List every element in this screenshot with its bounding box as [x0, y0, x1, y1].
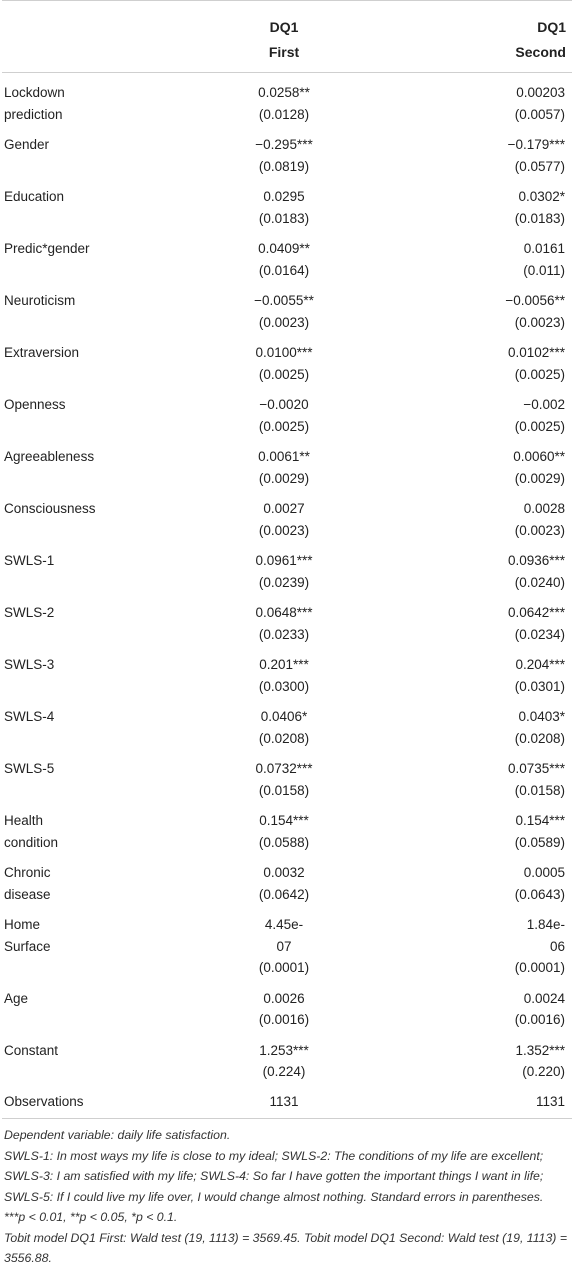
cell-dq1-second: [380, 546, 572, 598]
table-row: [2, 598, 572, 650]
row-label: [2, 650, 188, 702]
cell-dq1-first-line: (0.0300): [258, 678, 310, 694]
table-row: [2, 234, 572, 286]
cell-dq1-second-line: 0.0642***: [507, 605, 565, 620]
cell-dq1-first-line: (0.0023): [258, 522, 310, 538]
cell-dq1-second: [380, 650, 572, 702]
row-label: [2, 234, 188, 286]
table-row: [2, 910, 572, 984]
cell-dq1-second-line: 0.0161: [523, 241, 565, 256]
cell-dq1-first: [188, 598, 380, 650]
row-label-line: Extraversion: [4, 345, 80, 360]
cell-dq1-second: [380, 234, 572, 286]
cell-dq1-first-line: 0.0648***: [255, 605, 313, 620]
cell-dq1-first-line: 0.0061**: [258, 449, 310, 464]
row-label-line: Neuroticism: [4, 293, 76, 308]
cell-dq1-second: [380, 494, 572, 546]
row-label-line: SWLS-4: [4, 709, 55, 724]
row-label-line: Surface: [4, 938, 51, 954]
table-row: [2, 984, 572, 1036]
row-label: [2, 754, 188, 806]
row-label-line: Predic*gender: [4, 241, 90, 256]
cell-dq1-second-line: (0.0240): [514, 574, 565, 590]
cell-dq1-second: [380, 442, 572, 494]
cell-dq1-second-line: (0.0234): [514, 626, 565, 642]
cell-dq1-first-line: 4.45e-: [264, 917, 304, 932]
table-header: [2, 1, 572, 73]
cell-dq1-second-line: 0.0735***: [507, 761, 565, 776]
cell-dq1-first: [188, 286, 380, 338]
cell-dq1-second-line: 0.0936***: [507, 553, 565, 568]
cell-dq1-first: [188, 73, 380, 131]
cell-dq1-second: [380, 1036, 572, 1088]
row-label-line: Gender: [4, 137, 50, 152]
cell-dq1-second-line: (0.0025): [514, 366, 565, 382]
note-line: Dependent variable: daily life satisfaction.: [4, 1128, 231, 1142]
table-row: [2, 650, 572, 702]
cell-dq1-first-line: (0.0819): [258, 158, 310, 174]
table-notes: [4, 1125, 570, 1269]
row-label-line: SWLS-2: [4, 605, 55, 620]
cell-dq1-second-line: 06: [549, 938, 565, 954]
cell-dq1-second-line: (0.0208): [514, 730, 565, 746]
cell-dq1-first-line: 0.0961***: [255, 553, 313, 568]
cell-dq1-first-line: 0.0258**: [258, 85, 310, 100]
cell-dq1-second-line: (0.0301): [514, 678, 565, 694]
cell-dq1-second-line: 1.84e-: [526, 917, 565, 932]
row-label-line: Chronic: [4, 865, 51, 880]
row-label: [2, 1036, 188, 1088]
row-label-line: Consciousness: [4, 501, 96, 516]
cell-dq1-second-line: (0.0016): [514, 1012, 565, 1027]
table-row: [2, 442, 572, 494]
header-first-line2: First: [268, 44, 300, 60]
cell-dq1-first: [188, 338, 380, 390]
cell-dq1-second: [380, 858, 572, 910]
cell-dq1-second: [380, 182, 572, 234]
cell-dq1-first-line: (0.0016): [258, 1012, 310, 1027]
cell-dq1-first-line: 0.0732***: [255, 761, 313, 776]
cell-dq1-first-line: 0.0100***: [255, 345, 313, 360]
cell-dq1-first-line: 0.201***: [259, 657, 309, 672]
cell-dq1-second-line: (0.0183): [514, 210, 565, 226]
row-label: [2, 390, 188, 442]
cell-dq1-first-line: 0.154***: [259, 813, 309, 828]
cell-dq1-first: [188, 234, 380, 286]
cell-dq1-first: [188, 494, 380, 546]
table-row: [2, 73, 572, 131]
row-label-line: Education: [4, 189, 65, 204]
cell-dq1-first: [188, 650, 380, 702]
cell-dq1-first-line: 1.253***: [259, 1042, 309, 1058]
cell-dq1-first-line: (0.0183): [258, 210, 310, 226]
cell-dq1-second: [380, 73, 572, 131]
row-label-line: Age: [4, 990, 29, 1006]
table-row: [2, 390, 572, 442]
cell-dq1-second: [380, 910, 572, 984]
table-body: [2, 73, 572, 1119]
cell-dq1-first-line: −0.295***: [255, 137, 313, 152]
cell-dq1-first-line: −0.0055**: [254, 293, 314, 308]
row-label-line: Lockdown: [4, 85, 65, 100]
cell-dq1-first: [188, 182, 380, 234]
cell-dq1-first-line: −0.0020: [259, 397, 309, 412]
regression-table: [2, 0, 572, 1119]
cell-dq1-second-line: 0.0005: [523, 865, 565, 880]
row-label-line: prediction: [4, 106, 63, 122]
cell-dq1-second-line: 0.204***: [515, 657, 565, 672]
cell-dq1-first-line: (0.0158): [258, 782, 310, 798]
cell-dq1-first-line: (0.0025): [258, 418, 310, 434]
cell-dq1-second: [380, 286, 572, 338]
table-row: [2, 754, 572, 806]
row-label: [2, 598, 188, 650]
cell-dq1-second-line: 1.352***: [515, 1042, 565, 1058]
cell-dq1-second-line: −0.002: [523, 397, 565, 412]
table-row: [2, 130, 572, 182]
cell-dq1-first-line: (0.0233): [258, 626, 310, 642]
cell-dq1-first: [188, 702, 380, 754]
cell-dq1-second-line: (0.0643): [514, 886, 565, 902]
table-row: [2, 286, 572, 338]
table-row: [2, 338, 572, 390]
cell-dq1-second-line: 0.0403*: [518, 709, 565, 724]
cell-dq1-first-line: (0.0239): [258, 574, 310, 590]
row-label: [2, 702, 188, 754]
cell-dq1-first-line: (0.0588): [258, 834, 310, 850]
observations-label: Observations: [4, 1093, 84, 1109]
note-line: SWLS-1: In most ways my life is close to my ideal; SWLS-2: The conditions of my life are excellent; SWLS-3: I am satisfied with my life; SWLS-4: So far I have gotten the important things I want in life; SWLS-5: If I could live my life over, I would change almost nothing. Standard errors in parentheses.: [4, 1148, 544, 1204]
row-label: [2, 442, 188, 494]
row-label-line: condition: [4, 834, 59, 850]
row-label-line: Constant: [4, 1042, 59, 1058]
table-row: [2, 494, 572, 546]
cell-dq1-second: [380, 806, 572, 858]
cell-dq1-second-line: (0.0577): [514, 158, 565, 174]
header-dq1-second: [380, 1, 572, 73]
row-label: [2, 984, 188, 1036]
row-label-line: Health: [4, 813, 44, 828]
cell-dq1-second-line: (0.0029): [514, 470, 565, 486]
cell-dq1-second-line: 0.0024: [523, 990, 565, 1006]
cell-dq1-second-line: (0.0589): [514, 834, 565, 850]
note-line: ***p < 0.01, **p < 0.05, *p < 0.1.: [4, 1210, 178, 1224]
cell-dq1-first-line: (0.0208): [258, 730, 310, 746]
row-label-line: SWLS-1: [4, 553, 55, 568]
cell-dq1-second-line: 0.0302*: [518, 189, 565, 204]
header-second-line1: DQ1: [537, 19, 566, 35]
cell-dq1-first: [188, 754, 380, 806]
header-dq1-first: [188, 1, 380, 73]
cell-dq1-second-line: (0.0023): [514, 522, 565, 538]
cell-dq1-first-line: (0.0642): [258, 886, 310, 902]
cell-dq1-second-line: 0.0102***: [507, 345, 565, 360]
row-label: [2, 910, 188, 984]
cell-dq1-first-line: (0.224): [262, 1064, 306, 1079]
cell-dq1-second-line: (0.220): [522, 1064, 565, 1079]
observations-row: [2, 1088, 572, 1119]
cell-dq1-second: [380, 754, 572, 806]
row-label-line: disease: [4, 886, 51, 902]
cell-dq1-second-line: −0.0056**: [505, 293, 565, 308]
cell-dq1-second-line: 0.00203: [516, 85, 565, 100]
header-first-line1: DQ1: [269, 19, 299, 35]
cell-dq1-second-line: (0.0025): [514, 418, 565, 434]
row-label: [2, 182, 188, 234]
row-label-line: SWLS-5: [4, 761, 55, 776]
cell-dq1-first-line: (0.0029): [258, 470, 310, 486]
cell-dq1-first: [188, 858, 380, 910]
cell-dq1-second: [380, 390, 572, 442]
cell-dq1-second: [380, 130, 572, 182]
row-label: [2, 546, 188, 598]
cell-dq1-first-line: 0.0295: [263, 189, 305, 204]
cell-dq1-second-line: 0.0028: [523, 501, 565, 516]
table-row: [2, 546, 572, 598]
cell-dq1-first-line: 07: [276, 938, 292, 954]
table-row: [2, 806, 572, 858]
cell-dq1-second-line: (0.0158): [514, 782, 565, 798]
cell-dq1-second-line: 0.0060**: [513, 449, 565, 464]
cell-dq1-first: [188, 1036, 380, 1088]
cell-dq1-first-line: (0.0025): [258, 366, 310, 382]
cell-dq1-first: [188, 546, 380, 598]
observations-second: 1131: [535, 1093, 565, 1109]
table-row: [2, 702, 572, 754]
cell-dq1-first: [188, 442, 380, 494]
cell-dq1-first: [188, 806, 380, 858]
cell-dq1-first-line: (0.0164): [258, 262, 310, 278]
cell-dq1-second: [380, 702, 572, 754]
cell-dq1-first-line: (0.0001): [258, 960, 310, 975]
cell-dq1-second: [380, 598, 572, 650]
table-row: [2, 1036, 572, 1088]
row-label: [2, 494, 188, 546]
row-label-line: Agreeableness: [4, 449, 95, 464]
row-label: [2, 286, 188, 338]
cell-dq1-second-line: (0.0001): [514, 960, 565, 975]
row-label-line: SWLS-3: [4, 657, 55, 672]
row-label: [2, 73, 188, 131]
cell-dq1-second-line: (0.0057): [514, 106, 565, 122]
header-second-line2: Second: [515, 44, 566, 60]
cell-dq1-first-line: 0.0409**: [258, 241, 310, 256]
observations-first: 1131: [269, 1093, 299, 1109]
row-label-line: Openness: [4, 397, 66, 412]
cell-dq1-first-line: (0.0023): [258, 314, 310, 330]
cell-dq1-first-line: 0.0406*: [260, 709, 308, 724]
cell-dq1-first: [188, 910, 380, 984]
table-row: [2, 182, 572, 234]
row-label: [2, 806, 188, 858]
row-label: [2, 338, 188, 390]
cell-dq1-second-line: 0.154***: [515, 813, 565, 828]
cell-dq1-first: [188, 390, 380, 442]
cell-dq1-first-line: 0.0027: [263, 501, 305, 516]
cell-dq1-second-line: (0.0023): [514, 314, 565, 330]
cell-dq1-first-line: (0.0128): [258, 106, 310, 122]
table-row: [2, 858, 572, 910]
cell-dq1-first: [188, 984, 380, 1036]
cell-dq1-second: [380, 984, 572, 1036]
cell-dq1-first-line: 0.0026: [263, 990, 305, 1006]
row-label-line: Home: [4, 917, 41, 932]
cell-dq1-second-line: −0.179***: [507, 137, 565, 152]
cell-dq1-second: [380, 338, 572, 390]
cell-dq1-first-line: 0.0032: [263, 865, 305, 880]
cell-dq1-second-line: (0.011): [523, 262, 565, 278]
row-label: [2, 858, 188, 910]
note-line: Tobit model DQ1 First: Wald test (19, 1113) = 3569.45. Tobit model DQ1 Second: Wald test (19, 1113) = 3556.88.: [4, 1230, 567, 1265]
cell-dq1-first: [188, 130, 380, 182]
row-label: [2, 130, 188, 182]
header-variable: [2, 1, 188, 73]
